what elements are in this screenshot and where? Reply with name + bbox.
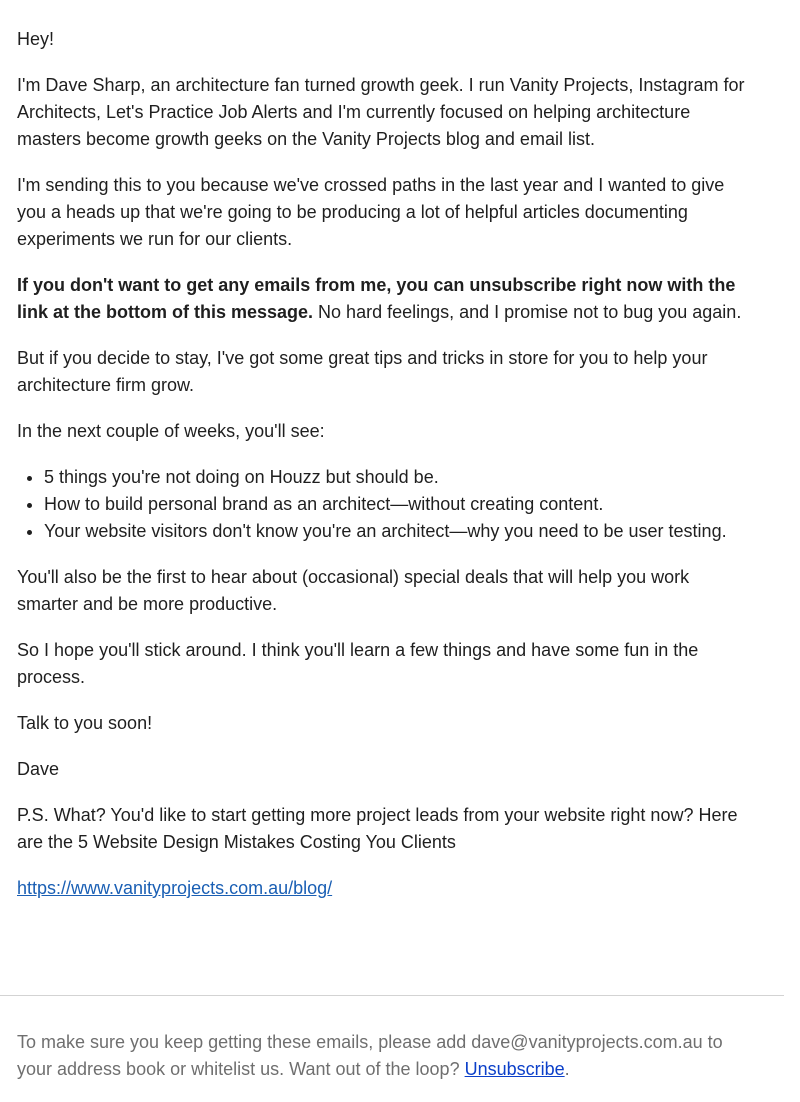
list-item: • How to build personal brand as an architect—without creating content. bbox=[44, 491, 754, 518]
unsubscribe-note-bold: If you don't want to get any emails from me, you can unsubscribe right now with the link at the bottom of this message. bbox=[17, 275, 736, 322]
footer-period: . bbox=[564, 1059, 570, 1079]
list-item: • Your website visitors don't know you're an architect—why you need to be user testing. bbox=[44, 518, 754, 545]
unsubscribe-note-paragraph bbox=[17, 272, 754, 326]
upcoming-list bbox=[17, 464, 754, 545]
footer-divider bbox=[0, 995, 784, 996]
blog-link[interactable]: https://www.vanityprojects.com.au/blog/ bbox=[17, 878, 333, 898]
unsubscribe-link[interactable]: Unsubscribe bbox=[464, 1059, 565, 1079]
signature: Dave bbox=[17, 759, 60, 779]
greeting: Hey! bbox=[17, 29, 55, 49]
email-footer bbox=[17, 1029, 757, 1083]
blog-link-paragraph bbox=[17, 875, 754, 902]
stay-paragraph: But if you decide to stay, I've got some great tips and tricks in store for you to help your architecture firm grow. bbox=[17, 348, 708, 395]
unsubscribe-note-rest: No hard feelings, and I promise not to bug you again. bbox=[313, 302, 742, 322]
next-weeks-intro: In the next couple of weeks, you'll see: bbox=[17, 421, 325, 441]
sign-off: Talk to you soon! bbox=[17, 713, 153, 733]
list-item: • 5 things you're not doing on Houzz but should be. bbox=[44, 464, 754, 491]
deals-paragraph: You'll also be the first to hear about (occasional) special deals that will help you work smarter and be more productive. bbox=[17, 567, 690, 614]
ps-paragraph: P.S. What? You'd like to start getting more project leads from your website right now? Here are the 5 Website Design Mistakes Costing You Clients bbox=[17, 805, 738, 852]
footer-text: To make sure you keep getting these emails, please add dave@vanityprojects.com.au to your address book or whitelist us. Want out of the loop? bbox=[17, 1032, 723, 1079]
reason-paragraph: I'm sending this to you because we've crossed paths in the last year and I wanted to give you a heads up that we're going to be producing a lot of helpful articles documenting experiments we run for our clients. bbox=[17, 175, 725, 249]
intro-paragraph: I'm Dave Sharp, an architecture fan turned growth geek. I run Vanity Projects, Instagram for Architects, Let's Practice Job Alerts and I'm currently focused on helping architecture masters become growth geeks on the Vanity Projects blog and email list. bbox=[17, 75, 745, 149]
stick-around-paragraph: So I hope you'll stick around. I think you'll learn a few things and have some fun in the process. bbox=[17, 640, 699, 687]
